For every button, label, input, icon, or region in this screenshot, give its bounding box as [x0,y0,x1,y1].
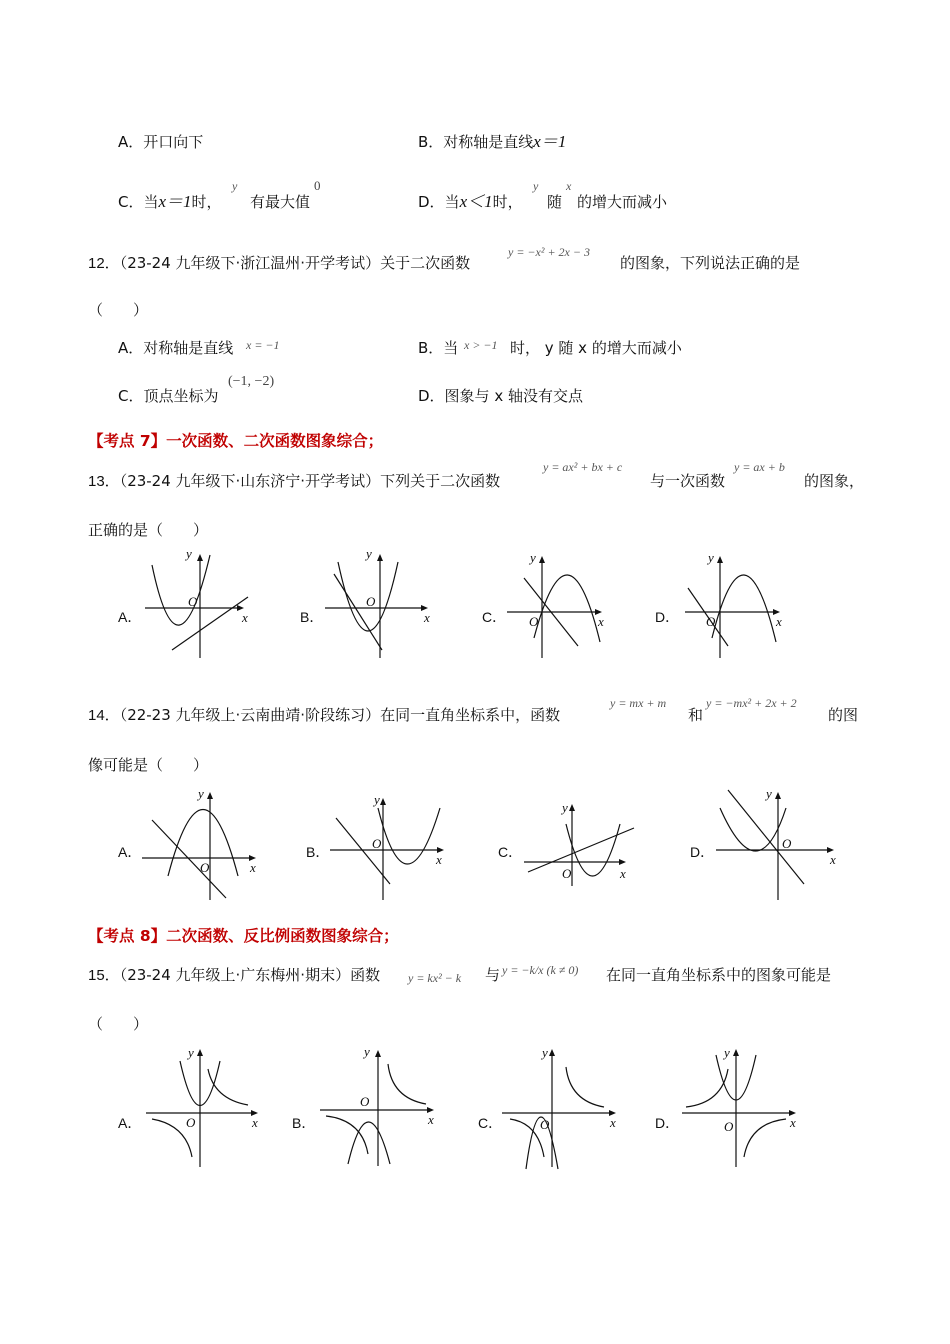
y-label: y [188,1045,194,1060]
x-label: x [830,852,836,867]
y-label: y [766,786,772,801]
x-label: x [610,1115,616,1130]
q12-option-d: D．图象与 x 轴没有交点 [418,387,583,405]
y-axis-arrow [733,1049,739,1056]
x-label: x [598,614,604,629]
x-label: x [436,852,442,867]
q14-mid: 和 [688,706,704,724]
x-label: x [242,610,248,625]
q14-label-a: A． [118,844,142,860]
q15-tail: 在同一直角坐标系中的图象可能是 [606,966,832,984]
parabola [712,575,776,642]
x-axis-arrow [619,859,626,865]
y-axis-arrow [377,554,383,561]
y-axis-arrow [717,556,723,563]
q14-label-d: D． [690,844,715,860]
q12-option-b-tail: 时， y 随 x 的增大而减小 [510,339,682,357]
x-label: x [250,860,256,875]
y-label: y [724,1045,730,1060]
origin-label: O [529,614,539,629]
q11-option-c-mid: 时， [191,193,222,211]
q11-option-a: A．开口向下 [118,133,204,151]
q13-label-b: B． [300,609,324,625]
q13-formula-1: y = ax² + bx + c [543,460,623,474]
x-label: x [424,610,430,625]
x-label: x [790,1115,796,1130]
y-axis-arrow [569,804,575,811]
q13-line-2: 正确的是（ ） [88,521,209,539]
q13-graph-b [320,546,440,660]
q11-option-b-label: B．对称轴是直线 [418,133,534,151]
line [728,790,804,884]
y-label: y [562,800,568,815]
q11-option-d-label: D．当 [418,193,460,211]
q14-tail: 的图 [828,706,859,724]
parabola [152,555,210,625]
q11-option-d-mid: 时， [492,193,523,211]
q15-label-c: C． [478,1115,503,1131]
hyperbola-upper [686,1069,728,1107]
origin-label: O [372,836,382,851]
hyperbola-lower [326,1116,368,1154]
q11-option-d-tail: 的增大而减小 [577,193,668,211]
q12-source: （23-24 九年级下·浙江温州·开学考试）关于二次函数 [119,254,471,272]
q12-stem [88,253,470,274]
q13-source: （23-24 九年级下·山东济宁·开学考试）下列关于二次函数 [119,472,501,490]
q13-tail: 的图象， [804,472,865,490]
q11-option-d-math: x＜1 [459,192,493,211]
q11-option-c-label: C．当 [118,193,159,211]
y-label: y [364,1044,370,1059]
y-axis-arrow [375,1050,381,1057]
line [334,574,382,650]
x-label: x [620,866,626,881]
q14-graph-a [140,788,270,903]
origin-label: O [562,866,572,881]
y-axis-arrow [197,1049,203,1056]
q11-option-d [418,192,523,212]
q12-option-a [118,338,233,358]
q14-source: （22-23 九年级上·云南曲靖·阶段练习）在同一直角坐标系中，函数 [119,706,561,724]
q14-label-c: C． [498,844,523,860]
q14-graph-c [522,800,642,910]
parabola [378,808,440,864]
hyperbola-upper [388,1064,426,1104]
q13-label-c: C． [482,609,507,625]
q14-number: 14． [88,707,120,724]
y-label: y [198,786,204,801]
x-label: x [776,614,782,629]
q11-option-c-zero: 0 [314,178,321,193]
origin-label: O [782,836,792,851]
q13-number: 13． [88,473,120,490]
hyperbola-lower [510,1119,544,1157]
q14-stem [88,705,560,726]
q11-option-d-sui: 随 [547,193,563,211]
q11-option-c-tail: 有最大值 [250,193,311,211]
q13-mid: 与一次函数 [650,472,726,490]
y-axis-arrow [380,798,386,805]
q11-option-b-math: x＝1 [533,132,567,151]
q14-label-b: B． [306,844,330,860]
y-label: y [708,550,714,565]
q12-option-a-label: A．对称轴是直线 [118,339,234,357]
q15-paren: （ ） [88,1015,149,1033]
q15-source: （23-24 九年级上·广东梅州·期末）函数 [119,966,381,984]
q13-graph-a [140,546,260,660]
q14-graph-b [328,788,458,903]
q13-stem [88,471,500,492]
q13-label-a: A． [118,609,142,625]
q15-formula-2: y = −k/x (k ≠ 0) [502,963,579,977]
q13-graph-c [502,550,622,660]
q14-formula-2: y = −mx² + 2x + 2 [706,696,797,710]
parabola [720,808,786,851]
q11-option-d-x: x [566,179,572,193]
q15-graph-b [318,1040,443,1170]
x-label: x [428,1112,434,1127]
line [336,818,390,884]
y-label: y [186,546,192,561]
origin-label: O [724,1119,734,1134]
q14-graph-d [714,788,844,903]
q11-option-c-math: x＝1 [158,192,192,211]
q12-option-a-math: x = −1 [246,338,280,352]
y-label: y [374,792,380,807]
q15-formula-1: y = kx² − k [408,971,462,985]
q12-option-c-math: (−1, −2) [228,374,275,389]
q13-graph-d [680,550,800,660]
y-label: y [530,550,536,565]
origin-label: O [706,614,716,629]
origin-label: O [366,594,376,609]
q15-label-d: D． [655,1115,680,1131]
parabola [566,824,620,876]
q15-mid: 与 [485,966,501,984]
q11-option-d-y: y [533,179,539,193]
q15-graph-d [680,1045,805,1170]
q15-stem [88,965,380,986]
q12-option-c-label: C．顶点坐标为 [118,387,219,405]
q12-option-b-math: x > −1 [464,338,498,352]
q11-option-c [118,192,222,212]
origin-label: O [200,860,210,875]
hyperbola-lower [744,1119,786,1157]
origin-label: O [360,1094,370,1109]
q12-tail: 的图象，下列说法正确的是 [620,254,801,272]
x-label: x [252,1115,258,1130]
origin-label: O [540,1117,550,1132]
y-axis-arrow [539,556,545,563]
line [152,820,226,898]
q12-number: 12． [88,255,120,272]
q13-label-d: D． [655,609,680,625]
q12-paren: （ ） [88,301,149,319]
q15-graph-a [144,1045,269,1170]
q15-label-b: B． [292,1115,316,1131]
q14-line-2: 像可能是（ ） [88,756,209,774]
parabola [348,1122,390,1164]
y-axis-arrow [207,792,213,799]
y-axis-arrow [549,1049,555,1056]
y-label: y [366,546,372,561]
q11-option-c-y: y [232,179,238,193]
hyperbola-upper [208,1069,248,1105]
q14-formula-1: y = mx + m [610,696,667,710]
hyperbola-upper [566,1067,604,1107]
y-axis-arrow [197,554,203,561]
q12-formula: y = −x² + 2x − 3 [508,245,590,259]
y-label: y [542,1045,548,1060]
q11-option-b [418,132,566,152]
origin-label: O [188,594,198,609]
q15-label-a: A． [118,1115,142,1131]
q12-option-b-label: B．当 [418,339,459,357]
section-heading-7: 【考点 7】一次函数、二次函数图象综合； [88,432,384,450]
section-heading-8: 【考点 8】二次函数、反比例函数图象综合； [88,927,399,945]
q15-graph-c [500,1045,625,1170]
q13-formula-2: y = ax + b [734,460,785,474]
y-axis-arrow [775,792,781,799]
origin-label: O [186,1115,196,1130]
q15-number: 15． [88,967,120,984]
